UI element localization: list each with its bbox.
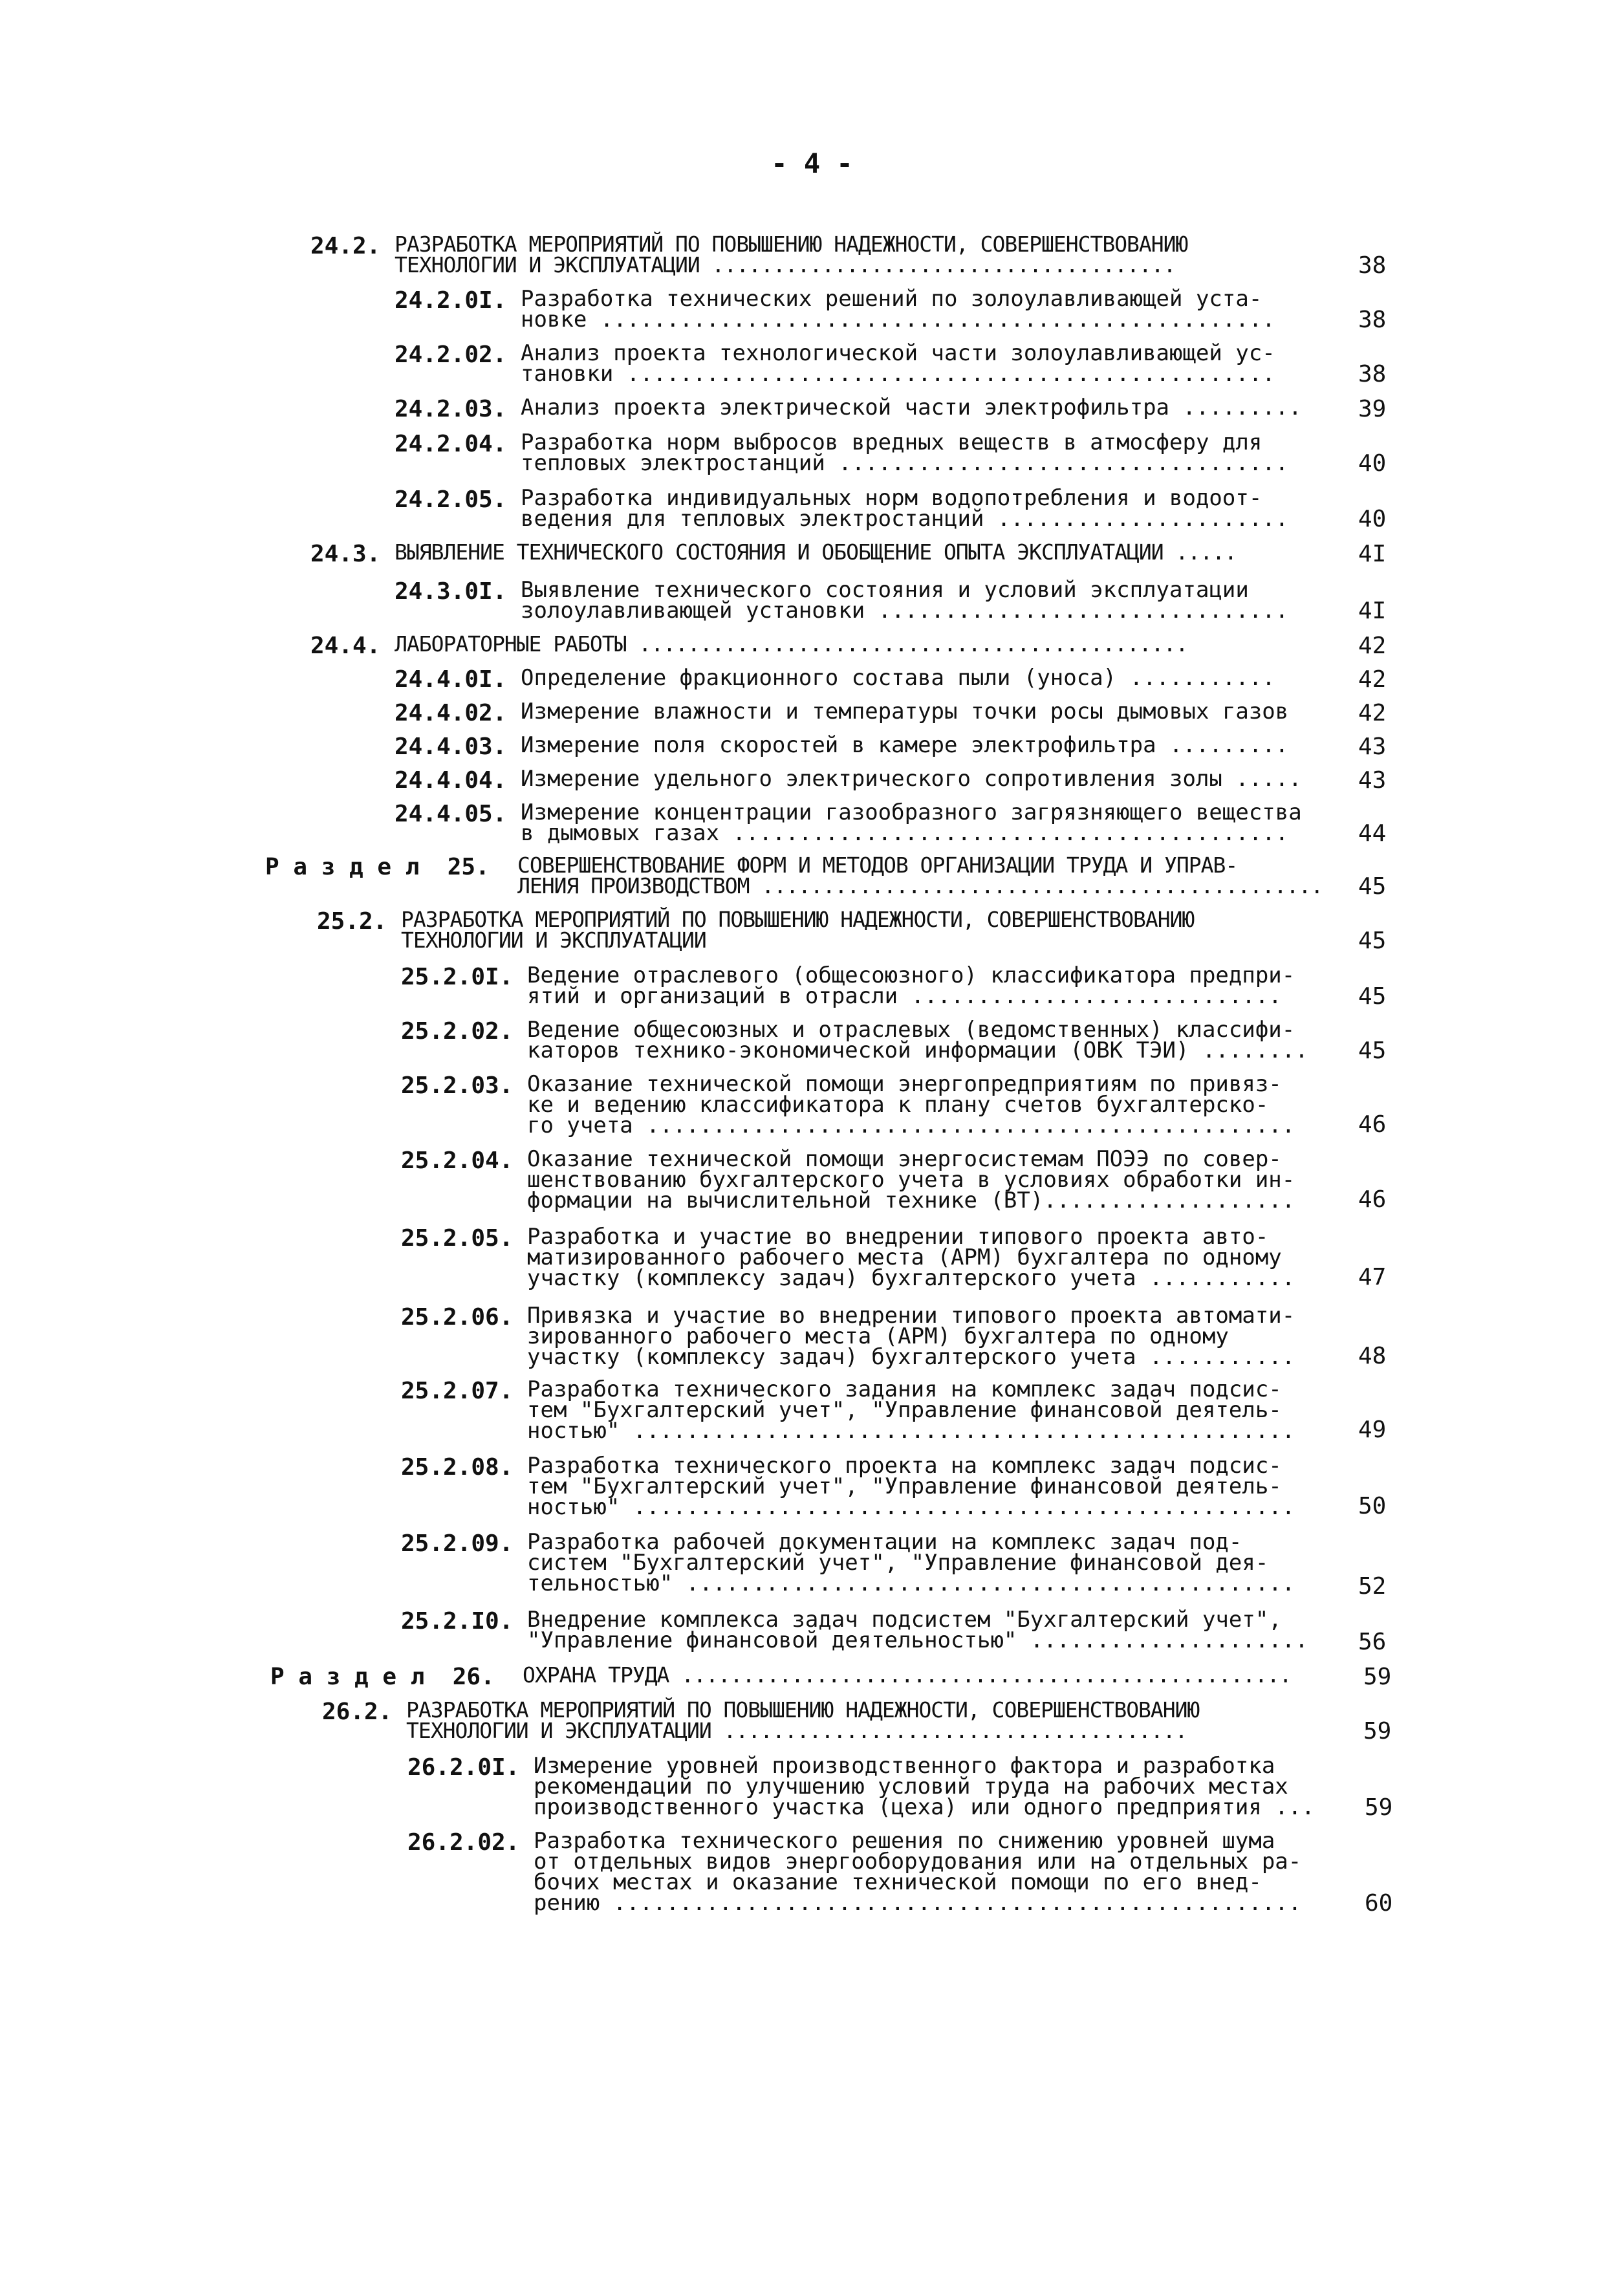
toc-page: 48 xyxy=(1358,1343,1387,1369)
toc-number: 25.2.02. xyxy=(401,1018,514,1045)
toc-page: 59 xyxy=(1363,1718,1392,1744)
toc-number: 24.4. xyxy=(310,633,381,659)
toc-text: Разработка технического проекта на комплекс задач подсис- тем "Бухгалтерский учет", "Управление финансовой деятель- ностью" .................................................. xyxy=(527,1453,1295,1520)
toc-text: Привязка и участие во внедрении типового проекта автомати- зированного рабочего места (АРМ) бухгалтера по одному участку (комплексу задач) бухгалтерского учета ........... xyxy=(527,1303,1295,1370)
toc-number: 25.2.04. xyxy=(401,1147,514,1174)
toc-text: Разработка и участие во внедрении типового проекта авто- матизированного рабочего места (АРМ) бухгалтера по одному участку (комплексу задач) бухгалтерского учета ........... xyxy=(527,1224,1295,1291)
toc-text: Измерение удельного электрического сопротивления золы ..... xyxy=(521,766,1302,792)
toc-text: СОВЕРШЕНСТВОВАНИЕ ФОРМ И МЕТОДОВ ОРГАНИЗАЦИИ ТРУДА И УПРАВ- ЛЕНИЯ ПРОИЗВОДСТВОМ .............................................. xyxy=(517,853,1323,898)
toc-page: 4I xyxy=(1358,598,1387,624)
toc-page: 43 xyxy=(1358,734,1387,760)
toc-text: Разработка норм выбросов вредных веществ в атмосферу для тепловых электростанций .................................. xyxy=(521,429,1289,476)
toc-number: 24.3.0I. xyxy=(395,578,507,605)
toc-page: 45 xyxy=(1358,983,1387,1010)
toc-page: 46 xyxy=(1358,1111,1387,1138)
toc-number: 24.4.02. xyxy=(395,700,507,726)
toc-text: Анализ проекта технологической части золоулавливающей ус- тановки ................................................. xyxy=(521,340,1275,387)
toc-page: 45 xyxy=(1358,928,1387,954)
toc-number: 24.2.0I. xyxy=(395,287,507,314)
toc-text: Измерение влажности и температуры точки росы дымовых газов xyxy=(521,699,1289,724)
toc-page: 45 xyxy=(1358,1038,1387,1064)
toc-text: ОХРАНА ТРУДА .................................................. xyxy=(523,1662,1292,1688)
toc-text: Выявление технического состояния и условий эксплуатации золоулавливающей установки ............................... xyxy=(521,577,1289,624)
toc-number: 25.2.I0. xyxy=(401,1608,514,1635)
toc-number: 24.2. xyxy=(310,233,381,259)
toc-number: 24.2.02. xyxy=(395,342,507,368)
toc-text: Анализ проекта электрической части электрофильтра ......... xyxy=(521,395,1302,420)
toc-number: 24.4.04. xyxy=(395,767,507,794)
toc-page: 4I xyxy=(1358,541,1387,567)
toc-number: 24.3. xyxy=(310,541,381,567)
toc-text: Разработка технического задания на комплекс задач подсис- тем "Бухгалтерский учет", "Управление финансовой деятель- ностью" .................................................. xyxy=(527,1376,1295,1444)
toc-page: 43 xyxy=(1358,767,1387,794)
toc-number: 26.2.0I. xyxy=(407,1754,520,1781)
toc-page: 40 xyxy=(1358,506,1387,532)
toc-page: 44 xyxy=(1358,820,1387,847)
toc-page: 45 xyxy=(1358,873,1387,900)
toc-text: ЛАБОРАТОРНЫЕ РАБОТЫ ............................................. xyxy=(395,631,1188,657)
toc-text: РАЗРАБОТКА МЕРОПРИЯТИЙ ПО ПОВЫШЕНИЮ НАДЕЖНОСТИ, СОВЕРШЕНСТВОВАНИЮ ТЕХНОЛОГИИ И ЭКСПЛУАТАЦИИ ...................................... xyxy=(395,232,1188,277)
toc-number: 25.2.08. xyxy=(401,1454,514,1481)
toc-page: 42 xyxy=(1358,700,1387,726)
toc-text: Измерение концентрации газообразного загрязняющего вещества в дымовых газах .......................................... xyxy=(521,799,1302,846)
toc-page: 38 xyxy=(1358,361,1387,387)
page-number: - 4 - xyxy=(771,147,853,179)
toc-number: 25.2.06. xyxy=(401,1304,514,1331)
toc-page: 52 xyxy=(1358,1573,1387,1600)
toc-text: ВЫЯВЛЕНИЕ ТЕХНИЧЕСКОГО СОСТОЯНИЯ И ОБОБЩЕНИЕ ОПЫТА ЭКСПЛУАТАЦИИ ..... xyxy=(395,539,1237,565)
toc-text: Ведение отраслевого (общесоюзного) классификатора предпри- ятий и организаций в отрасли ............................ xyxy=(527,962,1295,1009)
toc-page: 42 xyxy=(1358,633,1387,659)
toc-text: Оказание технической помощи энергосистемам ПОЭЭ по совер- шенствованию бухгалтерского учета в условиях обработки ин- формации на вычислительной технике (ВТ)................... xyxy=(527,1146,1295,1213)
toc-text: РАЗРАБОТКА МЕРОПРИЯТИЙ ПО ПОВЫШЕНИЮ НАДЕЖНОСТИ, СОВЕРШЕНСТВОВАНИЮ ТЕХНОЛОГИИ И ЭКСПЛУАТАЦИИ ...................................... xyxy=(406,1697,1200,1743)
toc-number: 24.4.05. xyxy=(395,801,507,827)
toc-page: 47 xyxy=(1358,1264,1387,1290)
toc-text: Оказание технической помощи энергопредприятиям по привяз- ке и ведению классификатора к плану счетов бухгалтерско- го учета ................................................. xyxy=(527,1071,1295,1138)
toc-page: 59 xyxy=(1365,1794,1393,1821)
toc-number: 24.4.03. xyxy=(395,734,507,760)
toc-number: 24.2.05. xyxy=(395,486,507,513)
toc-page: 59 xyxy=(1363,1664,1392,1690)
toc-text: Разработка технического решения по снижению уровней шума от отдельных видов энергооборудования или на отдельных ра- бочих местах и оказание технической помощи по его внед- рению .................................................... xyxy=(534,1828,1302,1916)
toc-text: Разработка рабочей документации на комплекс задач под- систем "Бухгалтерский учет", "Управление финансовой дея- тельностью" .............................................. xyxy=(527,1529,1295,1596)
toc-number: 25.2. xyxy=(317,908,387,935)
toc-number: 25.2.09. xyxy=(401,1530,514,1557)
toc-text: Определение фракционного состава пыли (уноса) ........... xyxy=(521,665,1275,691)
toc-text: Измерение уровней производственного фактора и разработка рекомендаций по улучшению условий труда на рабочих местах производственного участка (цеха) или одного предприятия ... xyxy=(534,1753,1315,1820)
toc-text: РАЗРАБОТКА МЕРОПРИЯТИЙ ПО ПОВЫШЕНИЮ НАДЕЖНОСТИ, СОВЕРШЕНСТВОВАНИЮ ТЕХНОЛОГИИ И ЭКСПЛУАТАЦИИ xyxy=(401,907,1195,953)
toc-number: 26.2.02. xyxy=(407,1829,520,1856)
toc-number: Р а з д е л 26. xyxy=(270,1664,495,1690)
toc-text: Разработка индивидуальных норм водопотребления и водоот- ведения для тепловых электростанций ...................... xyxy=(521,485,1289,532)
toc-page: 38 xyxy=(1358,307,1387,333)
toc-number: 24.2.03. xyxy=(395,396,507,422)
toc-number: 25.2.0I. xyxy=(401,964,514,990)
toc-text: Разработка технических решений по золоулавливающей уста- новке ................................................... xyxy=(521,286,1275,332)
toc-number: 24.2.04. xyxy=(395,431,507,457)
toc-page: 50 xyxy=(1358,1493,1387,1519)
toc-page: 42 xyxy=(1358,666,1387,693)
toc-number: 25.2.05. xyxy=(401,1225,514,1252)
toc-page: 56 xyxy=(1358,1629,1387,1655)
toc-page: 40 xyxy=(1358,450,1387,477)
toc-page: 46 xyxy=(1358,1186,1387,1213)
toc-number: 26.2. xyxy=(322,1699,393,1725)
toc-number: 25.2.03. xyxy=(401,1072,514,1099)
toc-page: 39 xyxy=(1358,396,1387,422)
toc-number: 25.2.07. xyxy=(401,1378,514,1404)
toc-number: Р а з д е л 25. xyxy=(265,854,490,880)
toc-text: Ведение общесоюзных и отраслевых (ведомственных) классифи- каторов технико-экономической информации (ОВК ТЭИ) ........ xyxy=(527,1017,1308,1063)
toc-page: 49 xyxy=(1358,1417,1387,1443)
toc-page: 60 xyxy=(1365,1890,1393,1917)
toc-page: 38 xyxy=(1358,252,1387,279)
toc-text: Измерение поля скоростей в камере электрофильтра ......... xyxy=(521,732,1289,758)
toc-text: Внедрение комплекса задач подсистем "Бухгалтерский учет", "Управление финансовой деятельностью" ..................... xyxy=(527,1607,1308,1653)
toc-number: 24.4.0I. xyxy=(395,666,507,693)
